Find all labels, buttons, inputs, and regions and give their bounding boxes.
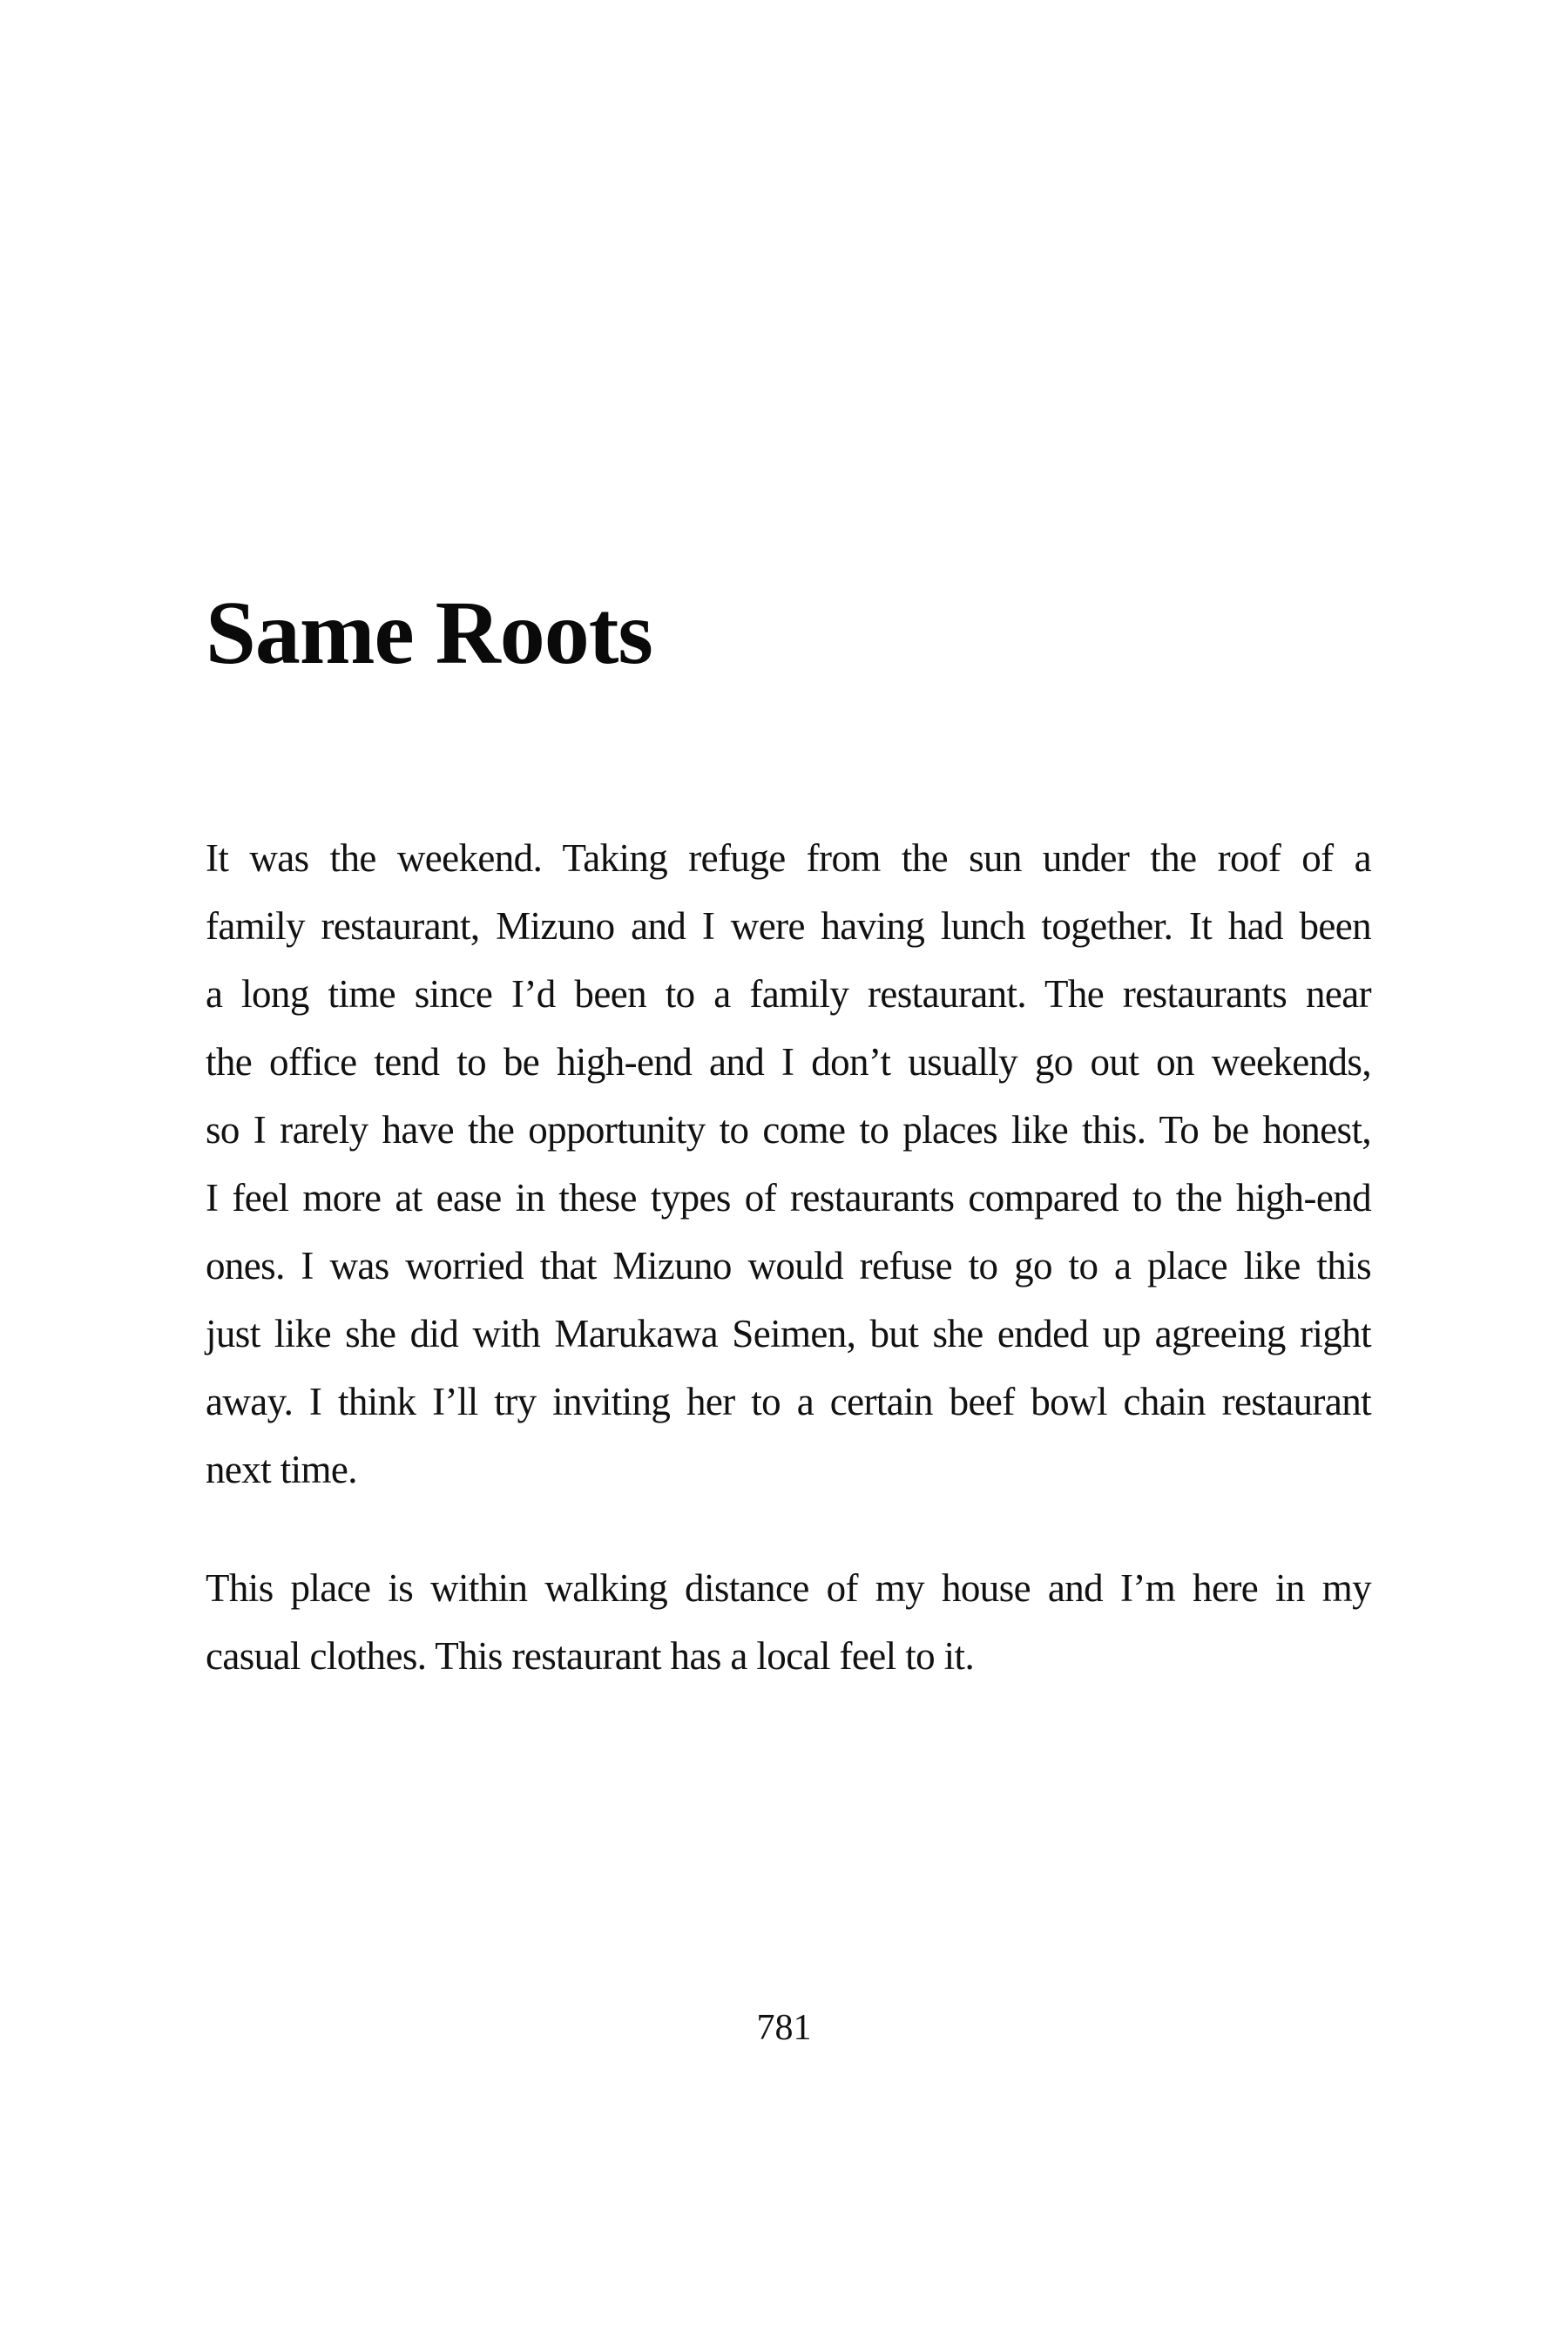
chapter-title: Same Roots <box>206 583 652 683</box>
text-line: a long time since I’d been to a family restaurant. The restaurants near <box>206 972 1371 1016</box>
text-line: so I rarely have the opportunity to come to places like this. To be honest, <box>206 1108 1371 1152</box>
text-line: just like she did with Marukawa Seimen, but she ended up agreeing right <box>206 1312 1371 1355</box>
text-line: away. I think I’ll try inviting her to a certain beef bowl chain restaurant <box>206 1380 1371 1423</box>
paragraph-2 <box>206 1554 1371 1690</box>
text-line: casual clothes. This restaurant has a local feel to it. <box>206 1634 975 1678</box>
text-line: ones. I was worried that Mizuno would refuse to go to a place like this <box>206 1244 1371 1288</box>
text-line: I feel more at ease in these types of restaurants compared to the high-end <box>206 1176 1371 1220</box>
page-number: 781 <box>756 2008 812 2048</box>
text-line: This place is within walking distance of my house and I’m here in my <box>206 1566 1371 1610</box>
paragraph-1 <box>206 824 1371 1504</box>
text-line: It was the weekend. Taking refuge from the sun under the roof of a <box>206 836 1371 880</box>
text-line: the office tend to be high-end and I don’t usually go out on weekends, <box>206 1040 1371 1084</box>
text-line: next time. <box>206 1448 357 1491</box>
text-line: family restaurant, Mizuno and I were having lunch together. It had been <box>206 904 1371 948</box>
